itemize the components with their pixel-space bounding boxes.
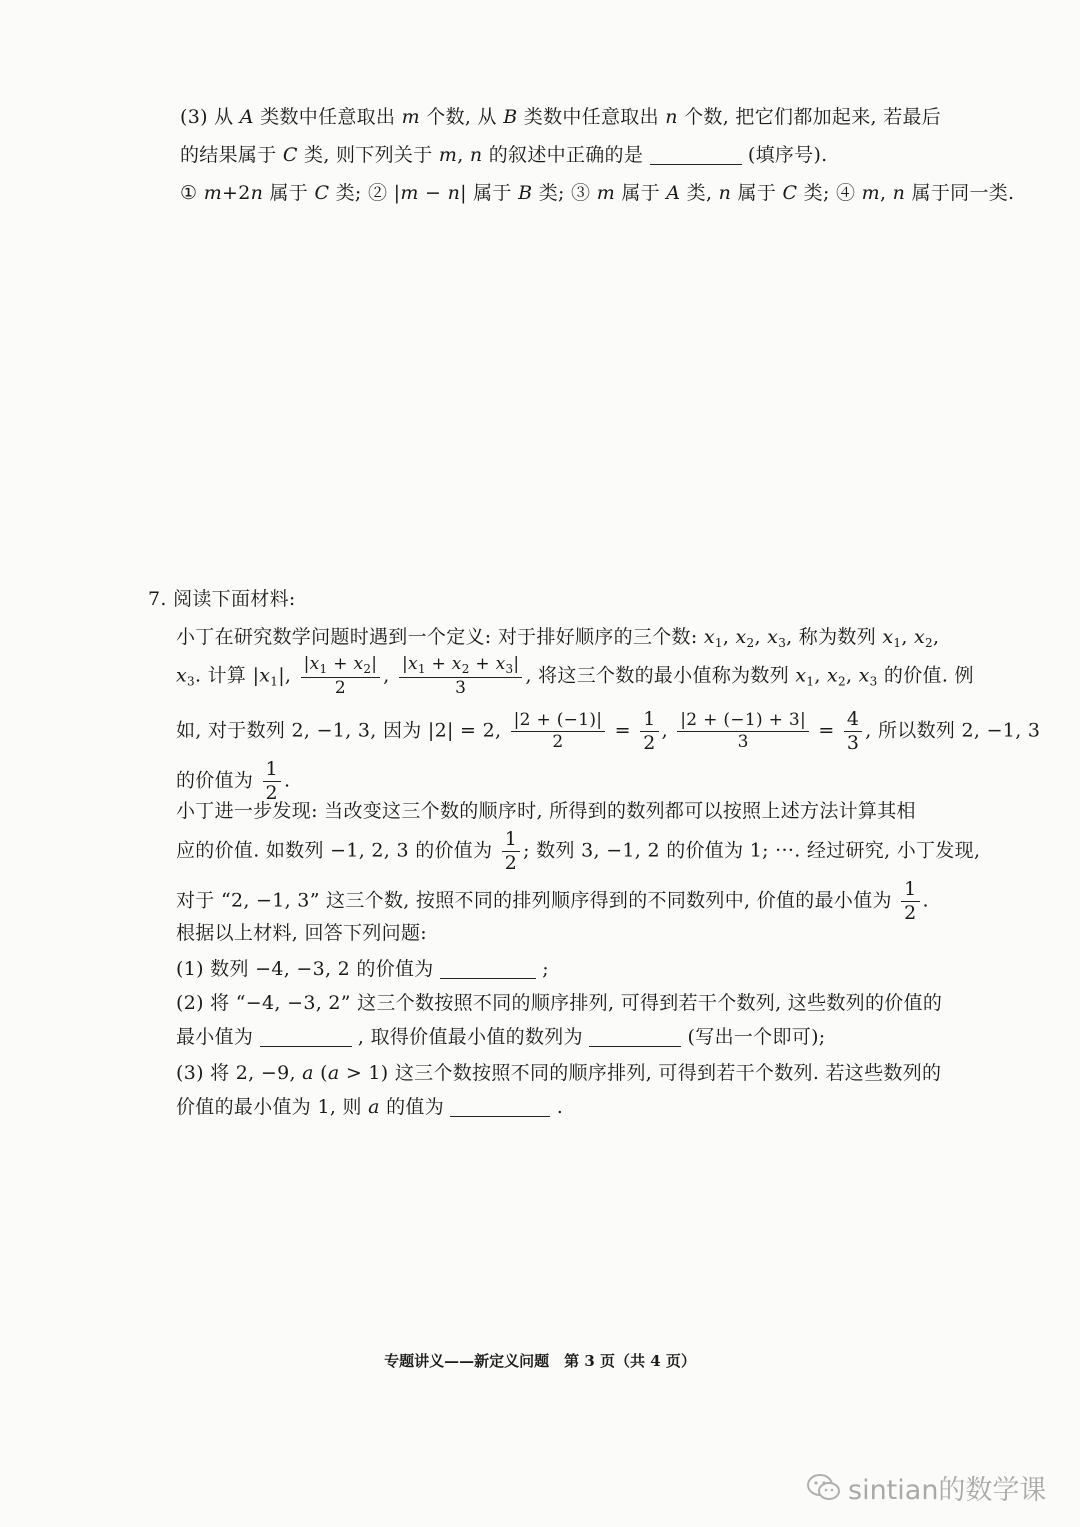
answer-blank[interactable]: [589, 1026, 681, 1047]
wechat-icon: [806, 1473, 842, 1503]
watermark: [806, 1468, 1046, 1507]
q7-para8: 根据以上材料, 回答下列问题:: [176, 922, 427, 944]
answer-blank[interactable]: [260, 1026, 352, 1047]
q6-part3-line1: (3) 从 A 类数中任意取出 m 个数, 从 B 类数中任意取出 n 个数, 把它们都加起来, 若最后: [180, 106, 942, 128]
answer-blank[interactable]: [650, 144, 742, 165]
q7-question2-line2: 最小值为 , 取得价值最小值的数列为 (写出一个即可);: [176, 1026, 826, 1048]
watermark-text: sintian的数学课: [848, 1475, 1047, 1506]
q7-para2: $x_3$. 计算 $|x_1|$, $\frac{|x_1 + x_2|}{2}$ , $\frac{|x_1 + x_2 + x_3|}{3}$ , 将这三个数的最小值称为数列 $x_1$, $x_2$, $x_3$ 的价值. 例: [176, 654, 974, 698]
q7-question1: (1) 数列 −4, −3, 2 的价值为 ;: [176, 958, 549, 980]
fraction-avg3: $\frac{|x_1 + x_2 + x_3|}{3}$: [399, 656, 522, 697]
q7-para7: 对于 “2, −1, 3” 这三个数, 按照不同的排列顺序得到的不同数列中, 价值的最小值为 $\frac{1}{2}$ .: [176, 878, 929, 924]
fraction-avg2: $\frac{|x_1 + x_2|}{2}$: [301, 656, 381, 697]
q7-para1: 小丁在研究数学问题时遇到一个定义: 对于排好顺序的三个数: $x_1$, $x_2$, $x_3$, 称为数列 $x_1$, $x_2$,: [176, 626, 940, 650]
answer-blank[interactable]: [440, 958, 536, 979]
q7-para3: 如, 对于数列 2, −1, 3, 因为 |2| = 2, $\frac{|2 + (-1)|}{2}$ = $\frac{1}{2}$ , $\frac{|2 + (-1) + 3|}{3}$ = $\frac{4}{3}$ , 所以数列 2, −1, 3: [176, 708, 1041, 754]
q7-para4: 的价值为 $\frac{1}{2}$ .: [176, 758, 291, 804]
q6-part3-line2: 的结果属于 C 类, 则下列关于 m, n 的叙述中正确的是 (填序号).: [180, 144, 828, 166]
q6-part3-options: ① m+2n 属于 C 类; ② |m − n| 属于 B 类; ③ m 属于 A 类, n 属于 C 类; ④ m, n 属于同一类.: [180, 182, 1015, 204]
answer-blank[interactable]: [450, 1096, 550, 1117]
q7-para6: 应的价值. 如数列 −1, 2, 3 的价值为 $\frac{1}{2}$ ; 数列 3, −1, 2 的价值为 1; ···. 经过研究, 小丁发现,: [176, 828, 981, 874]
q7-question3-line2: 价值的最小值为 1, 则 a 的值为 .: [176, 1096, 564, 1118]
q7-heading: 7. 阅读下面材料:: [148, 588, 296, 610]
q7-para5: 小丁进一步发现: 当改变这三个数的顺序时, 所得到的数列都可以按照上述方法计算其相: [176, 800, 916, 822]
page-footer: 专题讲义——新定义问题 第 3 页（共 4 页）: [384, 1352, 696, 1370]
q7-question3-line1: (3) 将 2, −9, a (a > 1) 这三个数按照不同的顺序排列, 可得到若干个数列. 若这些数列的: [176, 1062, 942, 1084]
q7-question2-line1: (2) 将 “−4, −3, 2” 这三个数按照不同的顺序排列, 可得到若干个数列, 这些数列的价值的: [176, 992, 943, 1014]
